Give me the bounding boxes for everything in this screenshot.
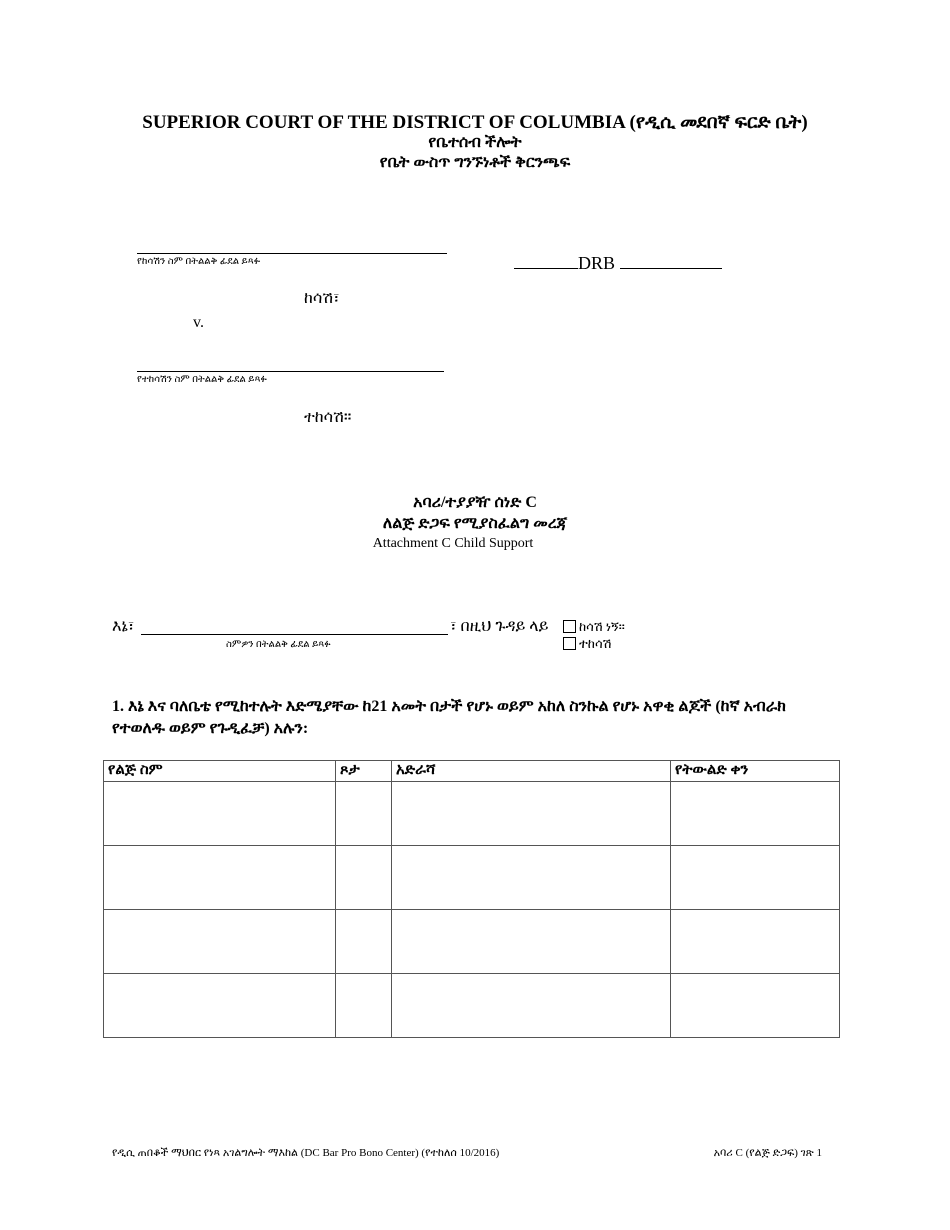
plaintiff-option-label: ከሳሽ ነኝ። bbox=[579, 619, 625, 634]
attachment-title: አባሪ/ተያያዥ ሰነድ C bbox=[413, 494, 537, 511]
plaintiff-name-line[interactable] bbox=[137, 253, 447, 254]
child-name-cell[interactable] bbox=[104, 846, 336, 910]
child-sex-cell[interactable] bbox=[336, 846, 392, 910]
plaintiff-name-instruction: የከሳሽን ስም በትልልቅ ፊደል ይጻፉ bbox=[137, 256, 261, 267]
child-sex-cell[interactable] bbox=[336, 974, 392, 1038]
case-number bbox=[514, 253, 722, 274]
header-address: አድራሻ bbox=[392, 761, 671, 782]
case-code: DRB bbox=[578, 253, 616, 273]
declarant-name-instruction: ስምዎን በትልልቅ ፊደል ይጻፉ bbox=[226, 639, 331, 650]
child-birth-date-cell[interactable] bbox=[671, 974, 840, 1038]
child-name-cell[interactable] bbox=[104, 782, 336, 846]
children-table bbox=[103, 760, 840, 1038]
case-number-blank[interactable] bbox=[620, 268, 722, 269]
child-sex-cell[interactable] bbox=[336, 910, 392, 974]
footer-left: የዲሲ ጠበቆች ማህበር የነጻ አገልግሎት ማእከል (DC Bar Pro Bono Center) (የተከለሰ 10/2016) bbox=[112, 1147, 500, 1159]
child-birth-date-cell[interactable] bbox=[671, 910, 840, 974]
footer-page-info: አባሪ C (የልጅ ድጋፍ) ገጽ 1 bbox=[713, 1147, 822, 1159]
header-birth-date: የትውልድ ቀን bbox=[671, 761, 840, 782]
division-name: የቤተሰብ ችሎት bbox=[428, 134, 522, 151]
child-address-cell[interactable] bbox=[392, 782, 671, 846]
declaration-suffix: ፣ በዚህ ጉዳይ ላይ bbox=[450, 618, 549, 635]
versus-label: v. bbox=[193, 314, 204, 331]
table-row bbox=[104, 910, 840, 974]
table-row bbox=[104, 974, 840, 1038]
declaration-prefix: እኔ፣ bbox=[112, 618, 135, 635]
declarant-name-line[interactable] bbox=[141, 634, 448, 635]
child-address-cell[interactable] bbox=[392, 846, 671, 910]
header-child-name: የልጅ ስም bbox=[104, 761, 336, 782]
child-birth-date-cell[interactable] bbox=[671, 782, 840, 846]
plaintiff-label: ከሳሽ፣ bbox=[304, 290, 340, 307]
table-header-row bbox=[104, 761, 840, 782]
case-number-prefix-blank[interactable] bbox=[514, 268, 578, 269]
table-row bbox=[104, 782, 840, 846]
court-name: SUPERIOR COURT OF THE DISTRICT OF COLUMBIA (የዲሲ መደበኛ ፍርድ ቤት) bbox=[142, 112, 808, 133]
defendant-option-label: ተከሳሽ bbox=[579, 636, 612, 651]
plaintiff-checkbox[interactable] bbox=[563, 620, 576, 633]
question-1-text: እኔ እና ባለቤቴ የሚከተሉት እድሜያቸው ከ21 አመት በታች የሆኑ ወይም አከለ ስንኩል የሆኑ አዋቂ ልጆች (ከኛ አብራክ የተወለዱ ወይም የጉዲፈቻ) አሉን: bbox=[112, 698, 786, 737]
defendant-label: ተከሳሽ። bbox=[304, 409, 352, 426]
defendant-name-instruction: የተከሳሽን ስም በትልልቅ ፊደል ይጻፉ bbox=[137, 374, 267, 385]
branch-name: የቤት ውስጥ ግንኙነቶች ቅርንጫፍ bbox=[379, 154, 571, 171]
attachment-subtitle: ለልጅ ድጋፍ የሚያስፈልግ መረጃ bbox=[382, 515, 568, 532]
child-birth-date-cell[interactable] bbox=[671, 846, 840, 910]
attachment-english-title: Attachment C Child Support bbox=[372, 536, 534, 551]
defendant-name-line[interactable] bbox=[137, 371, 444, 372]
child-sex-cell[interactable] bbox=[336, 782, 392, 846]
question-1 bbox=[112, 696, 832, 740]
question-1-number: 1. bbox=[112, 698, 124, 715]
header-sex: ጾታ bbox=[336, 761, 392, 782]
child-name-cell[interactable] bbox=[104, 910, 336, 974]
child-name-cell[interactable] bbox=[104, 974, 336, 1038]
table-row bbox=[104, 846, 840, 910]
defendant-checkbox[interactable] bbox=[563, 637, 576, 650]
child-address-cell[interactable] bbox=[392, 910, 671, 974]
child-address-cell[interactable] bbox=[392, 974, 671, 1038]
